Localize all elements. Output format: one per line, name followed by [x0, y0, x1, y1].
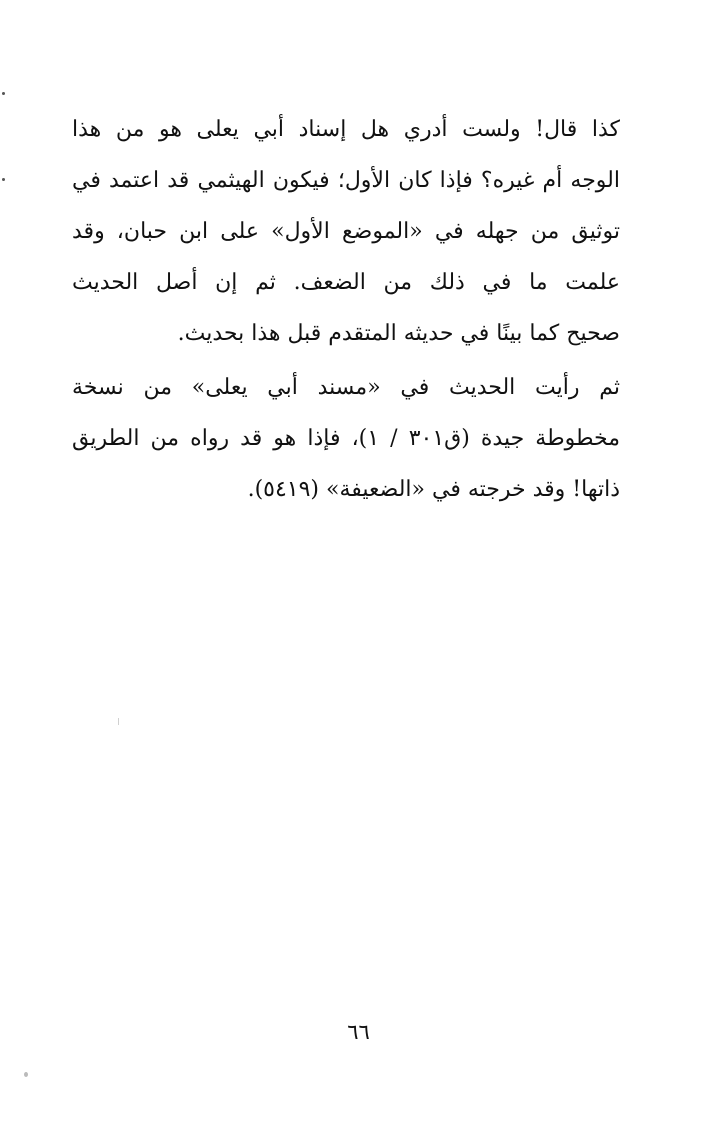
text-line: صحيح كما بينًا في حديثه المتقدم قبل هذا بحديث.: [177, 321, 620, 346]
text-line: ثم رأيت الحديث في «مسند أبي يعلى» من نسخة: [72, 375, 620, 400]
text-line: علمت ما في ذلك من الضعف. ثم إن أصل الحديث: [72, 270, 620, 295]
scan-artifact: [118, 718, 119, 725]
margin-speck: [2, 92, 5, 95]
paragraph-1: [72, 104, 620, 359]
text-line: مخطوطة جيدة (ق٣٠١ / ١)، فإذا هو قد رواه من الطريق: [72, 426, 620, 451]
margin-speck: [24, 1072, 28, 1077]
page-number: ٦٦: [347, 1020, 370, 1044]
paragraph-2: [72, 362, 620, 515]
text-line: الوجه أم غيره؟ فإذا كان الأول؛ فيكون الهيثمي قد اعتمد في: [72, 168, 620, 193]
text-line: ذاتها! وقد خرجته في «الضعيفة» (٥٤١٩).: [247, 477, 620, 502]
margin-speck: [2, 178, 5, 181]
text-line: كذا قال! ولست أدري هل إسناد أبي يعلى هو من هذا: [72, 117, 620, 142]
text-line: توثيق من جهله في «الموضع الأول» على ابن حبان، وقد: [72, 219, 620, 244]
